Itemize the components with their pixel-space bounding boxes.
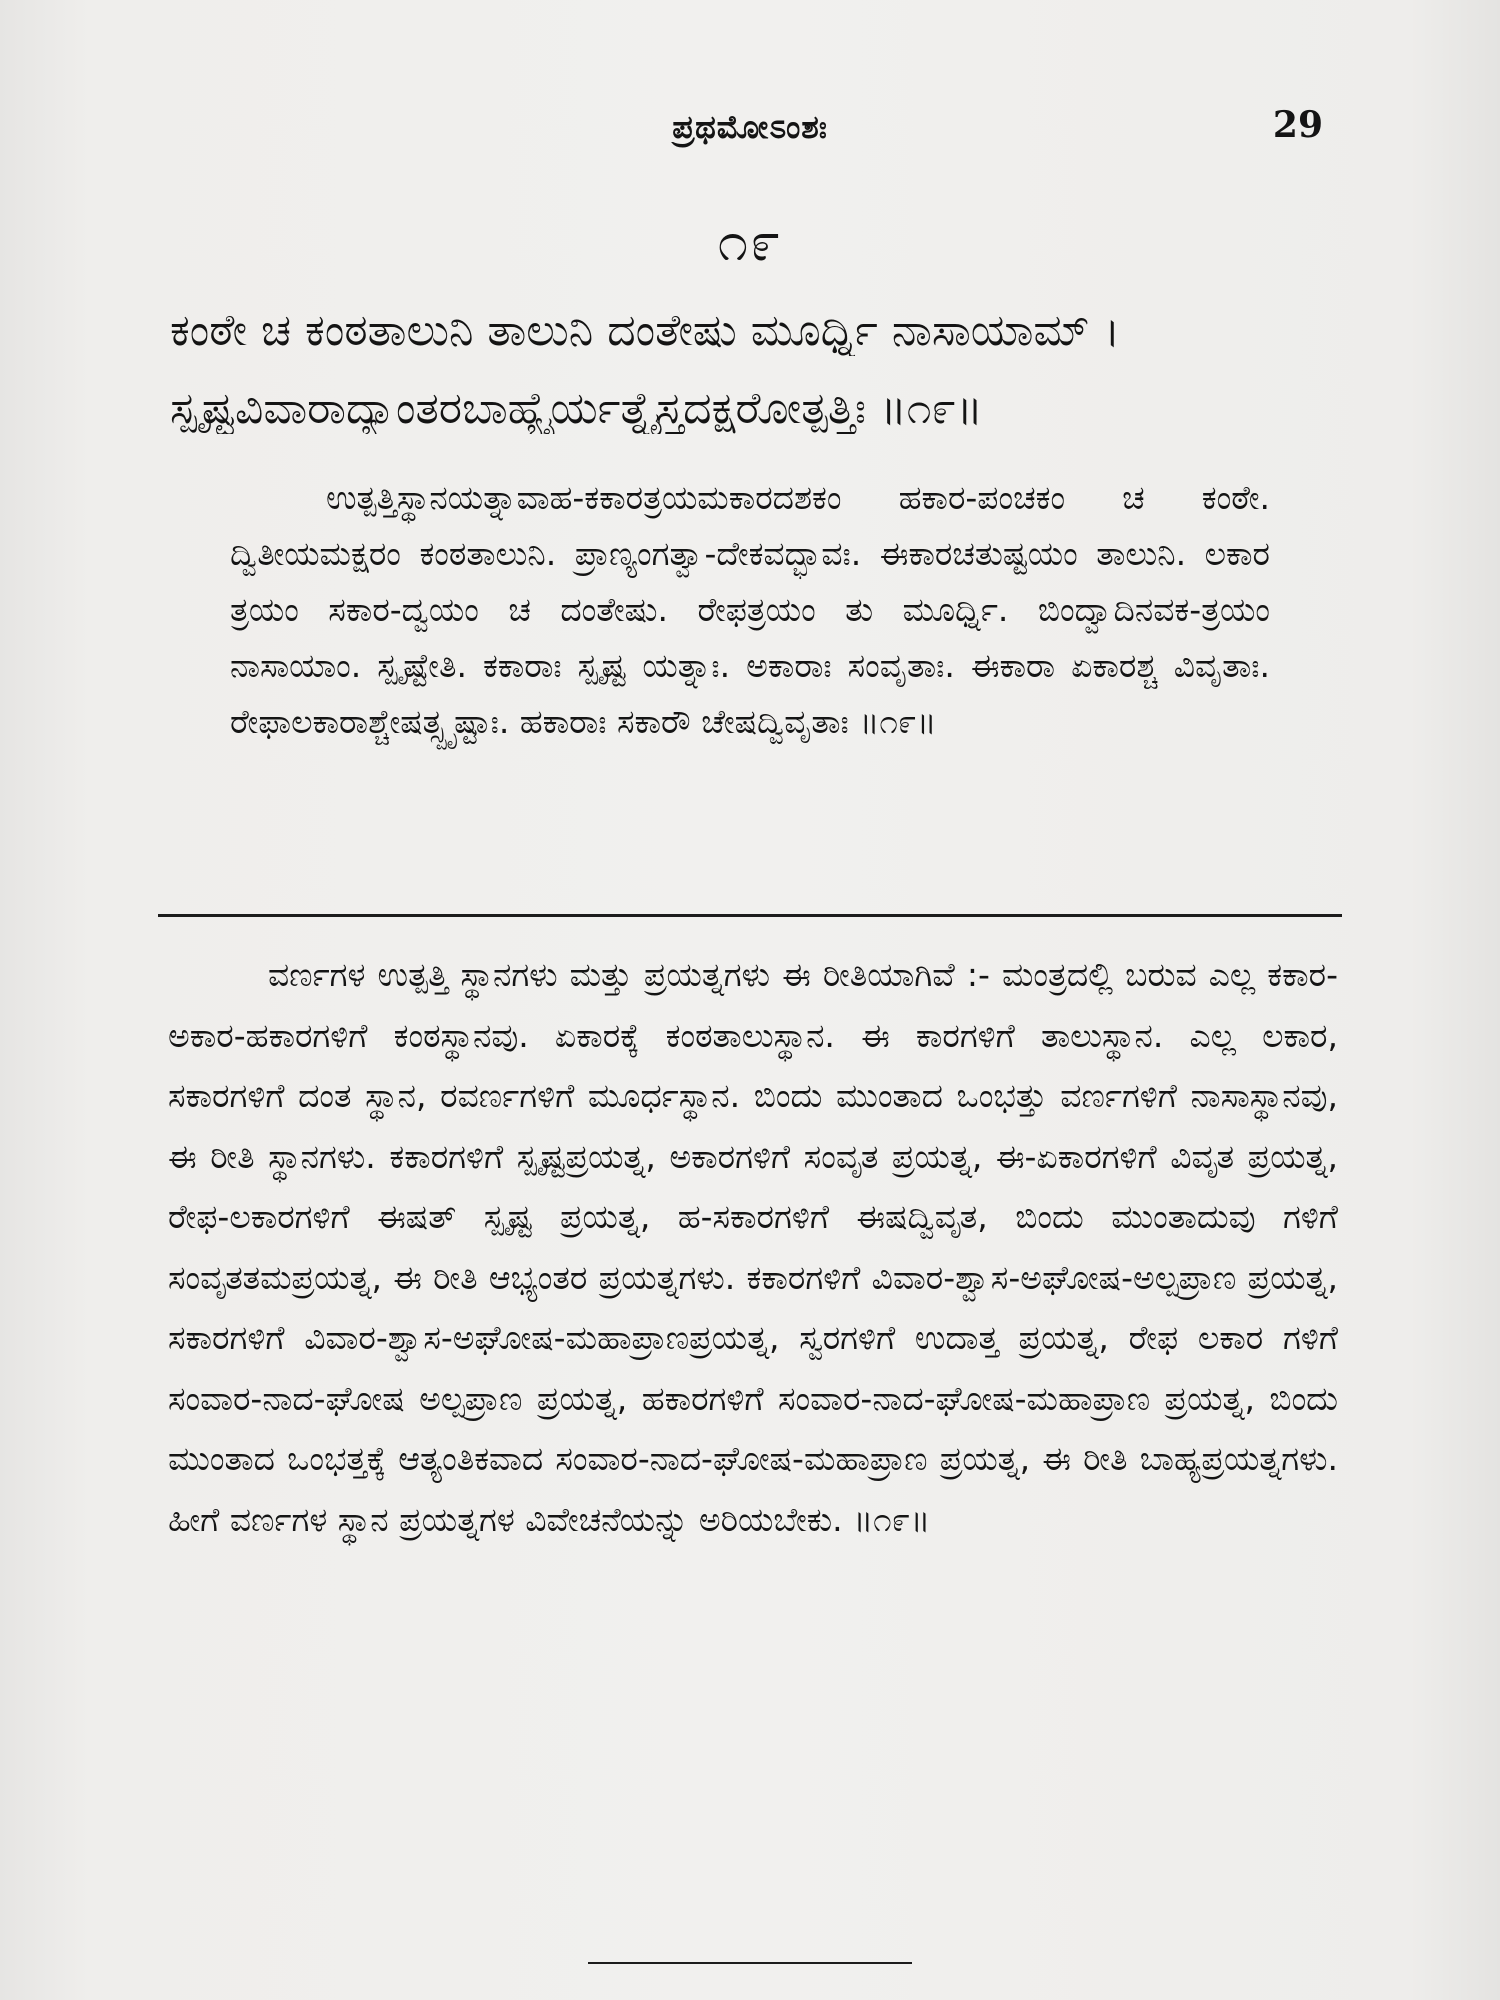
verse-line-2: ಸ್ಪೃಷ್ಟವಿವಾರಾದ್ಯಾಂತರಬಾಹ್ಯೈರ್ಯತ್ನೈಸ್ತದಕ್ಷರೋತ್ಪತ್ತಿಃ ॥೧೯॥ bbox=[170, 383, 983, 434]
verse-number: ೧೯ bbox=[717, 210, 783, 273]
translation-paragraph: ವರ್ಣಗಳ ಉತ್ಪತ್ತಿ ಸ್ಥಾನಗಳು ಮತ್ತು ಪ್ರಯತ್ನಗಳು ಈ ರೀತಿಯಾಗಿವೆ :- ಮಂತ್ರದಲ್ಲಿ ಬರುವ ಎಲ್ಲ ಕಕಾರ-ಅಕಾರ-ಹಕಾರಗಳಿಗೆ ಕಂಠಸ್ಥಾನವು. ಏಕಾರಕ್ಕೆ ಕಂಠತಾಲುಸ್ಥಾನ. ಈ ಕಾರಗಳಿಗೆ ತಾಲುಸ್ಥಾನ. ಎಲ್ಲ ಲಕಾರ, ಸಕಾರಗಳಿಗೆ ದಂತ ಸ್ಥಾನ, ರವರ್ಣಗಳಿಗೆ ಮೂರ್ಧಸ್ಥಾನ. ಬಿಂದು ಮುಂತಾದ ಒಂಭತ್ತು ವರ್ಣಗಳಿಗೆ ನಾಸಾಸ್ಥಾನವು, ಈ ರೀತಿ ಸ್ಥಾನಗಳು. ಕಕಾರಗಳಿಗೆ ಸ್ಪೃಷ್ಟಪ್ರಯತ್ನ, ಅಕಾರಗಳಿಗೆ ಸಂವೃತ ಪ್ರಯತ್ನ, ಈ-ಏಕಾರಗಳಿಗೆ ವಿವೃತ ಪ್ರಯತ್ನ, ರೇಫ-ಲಕಾರಗಳಿಗೆ ಈಷತ್ ಸ್ಪೃಷ್ಟ ಪ್ರಯತ್ನ, ಹ-ಸಕಾರಗಳಿಗೆ ಈಷದ್ವಿವೃತ, ಬಿಂದು ಮುಂತಾದುವು ಗಳಿಗೆ ಸಂವೃತತಮಪ್ರಯತ್ನ, ಈ ರೀತಿ ಆಭ್ಯಂತರ ಪ್ರಯತ್ನಗಳು. ಕಕಾರಗಳಿಗೆ ವಿವಾರ-ಶ್ವಾಸ-ಅಘೋಷ-ಅಲ್ಪಪ್ರಾಣ ಪ್ರಯತ್ನ, ಸಕಾರಗಳಿಗೆ ವಿವಾರ-ಶ್ವಾಸ-ಅಘೋಷ-ಮಹಾಪ್ರಾಣಪ್ರಯತ್ನ, ಸ್ವರಗಳಿಗೆ ಉದಾತ್ತ ಪ್ರಯತ್ನ, ರೇಫ ಲಕಾರ ಗಳಿಗೆ ಸಂವಾರ-ನಾದ-ಘೋಷ ಅಲ್ಪಪ್ರಾಣ ಪ್ರಯತ್ನ, ಹಕಾರಗಳಿಗೆ ಸಂವಾರ-ನಾದ-ಘೋಷ-ಮಹಾಪ್ರಾಣ ಪ್ರಯತ್ನ, ಬಿಂದು ಮುಂತಾದ ಒಂಭತ್ತಕ್ಕೆ ಆತ್ಯಂತಿಕವಾದ ಸಂವಾರ-ನಾದ-ಘೋಷ-ಮಹಾಪ್ರಾಣ ಪ್ರಯತ್ನ, ಈ ರೀತಿ ಬಾಹ್ಯಪ್ರಯತ್ನಗಳು. ಹೀಗೆ ವರ್ಣಗಳ ಸ್ಥಾನ ಪ್ರಯತ್ನಗಳ ವಿವೇಚನೆಯನ್ನು ಅರಿಯಬೇಕು. ॥೧೯॥ bbox=[168, 955, 1338, 1539]
kannada-translation bbox=[168, 945, 1338, 1550]
commentary-paragraph: ಉತ್ಪತ್ತಿಸ್ಥಾನಯತ್ನಾವಾಹ-ಕಕಾರತ್ರಯಮಕಾರದಶಕಂ ಹಕಾರ-ಪಂಚಕಂ ಚ ಕಂಠೇ. ದ್ವಿತೀಯಮಕ್ಷರಂ ಕಂಠತಾಲುನಿ. ಪ್ರಾಣ್ಯಂಗತ್ವಾ-ದೇಕವದ್ಭಾವಃ. ಈಕಾರಚತುಷ್ಟಯಂ ತಾಲುನಿ. ಲಕಾರ ತ್ರಯಂ ಸಕಾರ-ದ್ವಯಂ ಚ ದಂತೇಷು. ರೇಫತ್ರಯಂ ತು ಮೂರ್ಧ್ನಿ. ಬಿಂದ್ವಾದಿನವಕ-ತ್ರಯಂ ನಾಸಾಯಾಂ. ಸ್ಪೃಷ್ಟೇತಿ. ಕಕಾರಾಃ ಸ್ಪೃಷ್ಟ ಯತ್ನಾಃ. ಅಕಾರಾಃ ಸಂವೃತಾಃ. ಈಕಾರಾ ಏಕಾರಶ್ಚ ವಿವೃತಾಃ. ರೇಫಾಲಕಾರಾಶ್ಚೇಷತ್ಸ್ಪೃಷ್ಟಾಃ. ಹಕಾರಾಃ ಸಕಾರೌ ಚೇಷದ್ವಿವೃತಾಃ ॥೧೯॥ bbox=[230, 478, 1270, 741]
verse-line-1: ಕಂಠೇ ಚ ಕಂಠತಾಲುನಿ ತಾಲುನಿ ದಂತೇಷು ಮೂರ್ಧ್ನಿ ನಾಸಾಯಾಮ್ । bbox=[170, 305, 1121, 356]
page-number: 29 bbox=[1272, 104, 1323, 146]
section-divider bbox=[158, 914, 1342, 917]
running-head: ಪ್ರಥಮೋಽಂಶಃ bbox=[672, 108, 828, 146]
footer-divider bbox=[588, 1962, 912, 1964]
sanskrit-commentary bbox=[230, 470, 1270, 750]
